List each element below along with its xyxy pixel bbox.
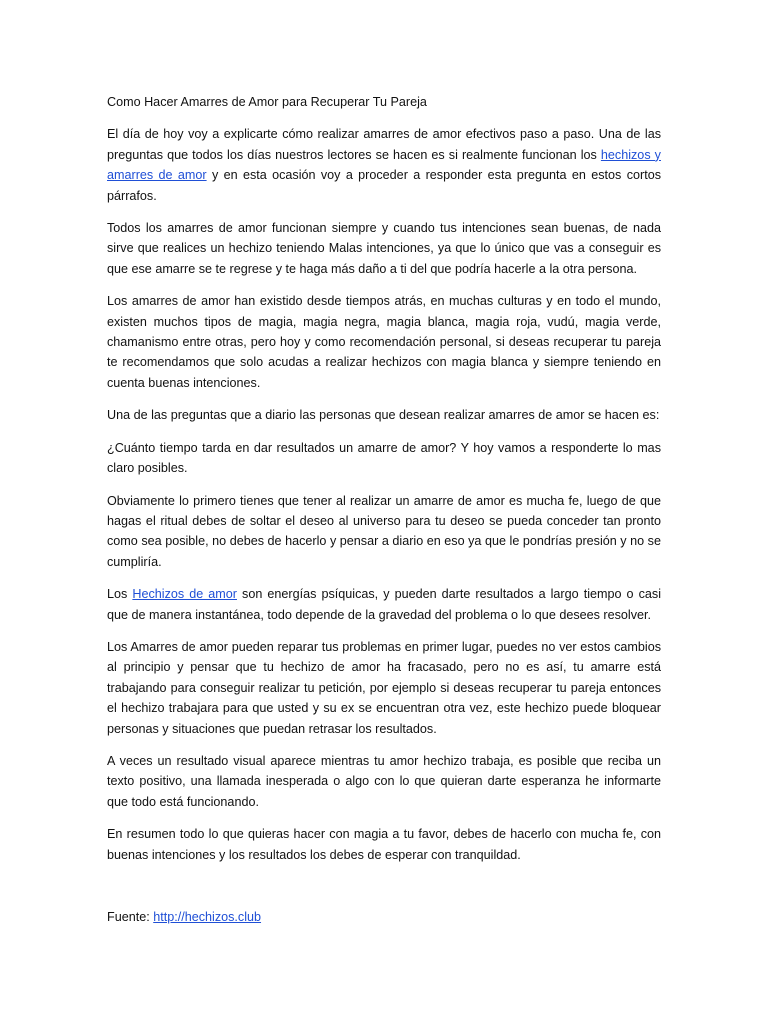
paragraph-7-text-start: Los: [107, 587, 133, 602]
source-link[interactable]: http://hechizos.club: [153, 910, 262, 924]
paragraph-3: Los amarres de amor han existido desde tiempos atrás, en muchas culturas y en todo el mundo, existen muchos tipos de magia, magia negra, magia blanca, magia roja, vudú, magia verde, chamanismo entre otras, pero hoy y como recomendación personal, si deseas recuperar tu pareja te recomendamos que solo acudas a realizar hechizos con magia blanca y siempre teniendo en cuenta buenas intenciones.: [107, 294, 661, 390]
paragraph-7-text-end: son energías psíquicas, y pueden darte resultados a largo tiempo o casi que de manera instantánea, todo depende de la gravedad del problema o lo que desees resolver.: [107, 587, 662, 622]
paragraph-4: Una de las preguntas que a diario las personas que desean realizar amarres de amor se hacen es:: [107, 408, 660, 423]
paragraph-5: ¿Cuánto tiempo tarda en dar resultados un amarre de amor? Y hoy vamos a responderte lo mas claro posibles.: [107, 440, 661, 476]
paragraph-1: [107, 124, 661, 206]
document-title: Como Hacer Amarres de Amor para Recuperar Tu Pareja: [107, 95, 427, 109]
paragraph-8: Los Amarres de amor pueden reparar tus problemas en primer lugar, puedes no ver estos cambios al principio y pensar que tu hechizo de amor ha fracasado, pero no es así, tu amarre está trabajando para conseguir realizar tu petición, por ejemplo si deseas recuperar tu pareja entonces el hechizo trabajara para que usted y su ex se encuentran otra vez, este hechizo puede bloquear personas y situaciones que puedan retrasar los resultados.: [107, 639, 661, 736]
paragraph-10: En resumen todo lo que quieras hacer con magia a tu favor, debes de hacerlo con mucha fe, con buenas intenciones y los resultados los debes de esperar con tranquildad.: [107, 827, 661, 862]
paragraph-1-text-start: El día de hoy voy a explicarte cómo realizar amarres de amor efectivos paso a paso. Una de las preguntas que todos los días nuestros lectores se hacen es si realmente funcionan los: [107, 127, 661, 162]
hechizos-de-amor-link[interactable]: Hechizos de amor: [132, 587, 237, 602]
paragraph-6: Obviamente lo primero tienes que tener al realizar un amarre de amor es mucha fe, luego de que hagas el ritual debes de soltar el deseo al universo para tu deseo se pueda conceder tan pronto como sea posible, no debes de hacerlo y pensar a diario en eso ya que le pondrías presión y no se cumpliría.: [107, 493, 661, 569]
paragraph-9: A veces un resultado visual aparece mientras tu amor hechizo trabaja, es posible que reciba un texto positivo, una llamada inesperada o algo con lo que quieran darte esperanza he informarte que todo está funcionando.: [107, 753, 661, 809]
source-line: [107, 907, 661, 927]
paragraph-1-text-end: y en esta ocasión voy a proceder a responder esta pregunta en estos cortos párrafos.: [107, 168, 661, 203]
source-label: Fuente:: [107, 910, 154, 924]
hechizos-y-amarres-link[interactable]: hechizos y amarres de amor: [107, 147, 661, 183]
paragraph-2: Todos los amarres de amor funcionan siempre y cuando tus intenciones sean buenas, de nada sirve que realices un hechizo teniendo Malas intenciones, ya que lo único que vas a conseguir es que ese amarre se te regrese y te haga más daño a ti del que podría hacerle a la otra persona.: [107, 221, 661, 276]
document-page: [107, 92, 661, 939]
paragraph-7: [107, 584, 661, 625]
